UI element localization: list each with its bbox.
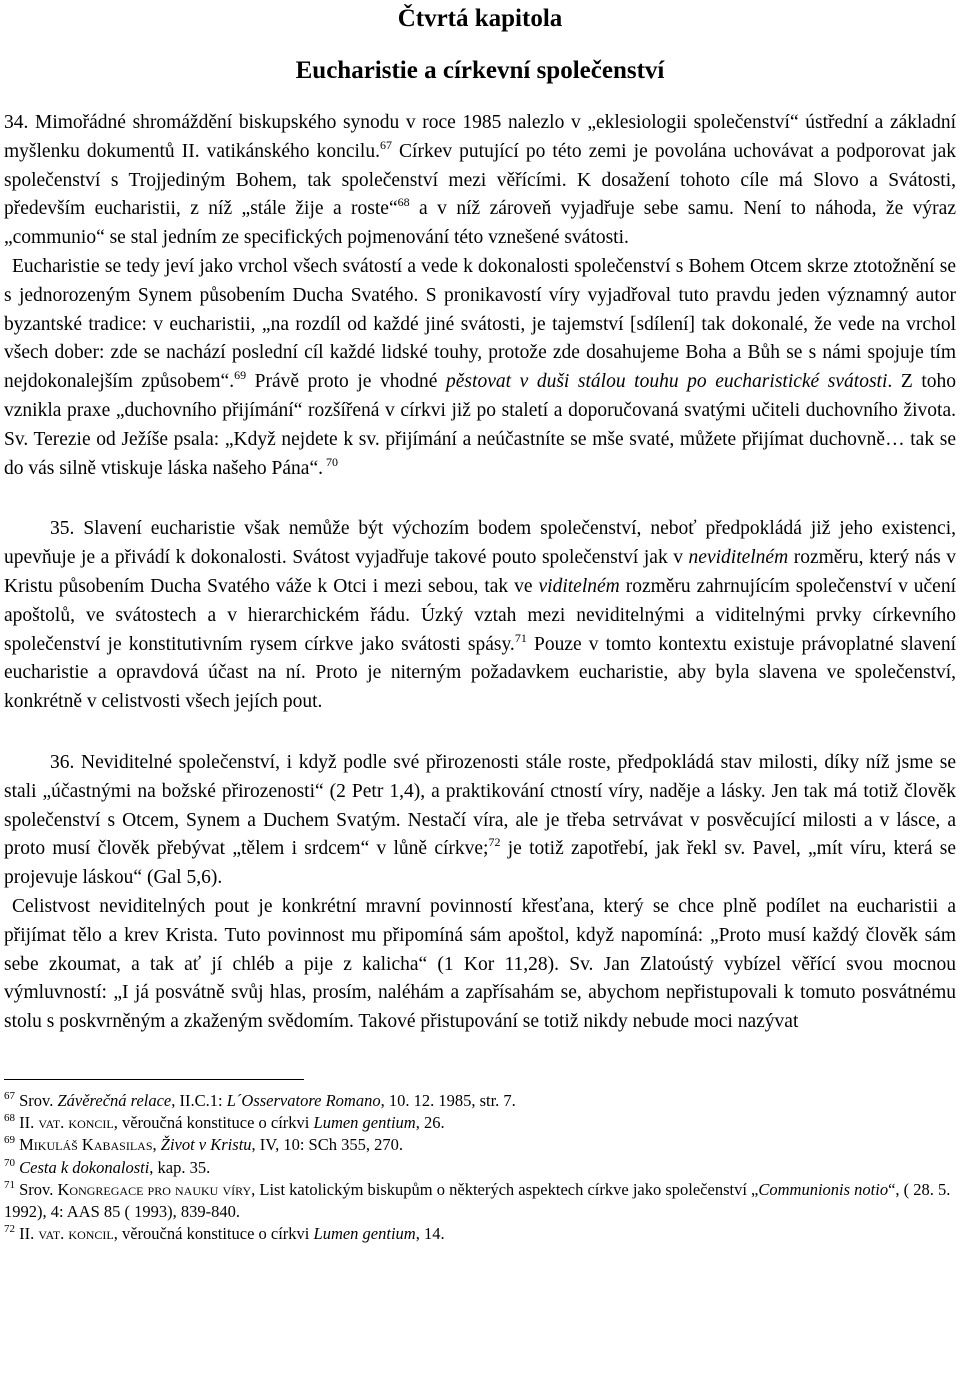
emphasis: Lumen gentium xyxy=(313,1224,416,1244)
footnote-ref-67[interactable]: 67 xyxy=(379,137,392,152)
footnote-number: 72 xyxy=(4,1223,15,1236)
text: , 26. xyxy=(415,1113,445,1133)
author-name: Kongregace pro nauku víry xyxy=(57,1179,252,1199)
text: Srov. xyxy=(15,1179,58,1199)
author-name: Mikuláš Kabasilas xyxy=(15,1135,153,1155)
emphasis: Život v Kristu xyxy=(160,1135,252,1155)
text: Eucharistie se tedy jeví jako vrchol všech svátostí a vede k dokonalosti společenství s Bohem Otcem skrze ztotožnění se s jednorozeným Synem působením Ducha Svatého. S pronikavostí víry vyjadřoval tuto pravdu jeden významný autor byzantské tradice: v eucharistii, „na rozdíl od každé jiné svátosti, je tajemství [sdílení] tak dokonalé, že vede na vrchol všech dober: zde se nachází poslední cíl každé lidské touhy, protože zde dosahujeme Boha a Bůh se s námi spojuje tím nejdokonalejším způsobem“. xyxy=(4,255,956,393)
emphasis: Lumen gentium xyxy=(313,1113,416,1133)
paragraph-35 xyxy=(4,515,956,717)
text: Církev putující po této zemi je povolána uchovávat a podporovat jak společenství s Trojjediným Bohem, tak společenství mezi věřícími. K dosažení tohoto cíle má Slovo a Svátosti, především eucharistii, z níž „stále žije a roste“ xyxy=(4,140,956,220)
footnotes xyxy=(4,1090,956,1245)
footnote-divider xyxy=(4,1079,304,1080)
paragraph-34 xyxy=(4,109,956,253)
text: 35. Slavení eucharistie však nemůže být výchozím bodem společenství, neboť předpokládá již jeho existenci, upevňuje je a přivádí k dokonalosti. Svátost vyjadřuje takové pouto společenství jak v xyxy=(4,518,956,569)
footnote-number: 71 xyxy=(4,1178,15,1191)
emphasis: Cesta k dokonalosti xyxy=(19,1157,150,1177)
text: , kap. 35. xyxy=(149,1157,211,1177)
text: , věroučná konstituce o církvi xyxy=(113,1113,314,1133)
text: 36. Neviditelné společenství, i když podle své přirozenosti stále roste, předpokládá stav milosti, díky níž jsme se stali „účastnými na božské přirozenosti“ (2 Petr 1,4), a praktikování ctností víry, naděje a lásky. Jen tak má totiž člověk společenství s Otcem, Synem a Duchem Svatým. Nestačí víra, ale je třeba setrvávat v posvěcující milosti a v lásce, a proto musí člověk přebývat „tělem i srdcem“ v lůně církve; xyxy=(4,751,956,860)
footnote-number: 70 xyxy=(4,1156,15,1169)
footnote-number: 68 xyxy=(4,1112,15,1125)
emphasis: L´Osservatore Romano xyxy=(226,1090,381,1110)
text: rozměru, který nás v Kristu působením Ducha Svatého váže k Otci i mezi sebou, tak ve xyxy=(4,547,956,597)
emphasis: viditelném xyxy=(538,575,620,597)
text: Pouze v tomto kontextu existuje právoplatné slavení eucharistie a opravdová účast na ní. Proto je niterným požadavkem eucharistie, aby byla slavena ve společenství, konkrétně v celistvosti všech jejích pout. xyxy=(4,633,956,713)
footnote-number: 69 xyxy=(4,1134,15,1147)
text: , věroučná konstituce o církvi xyxy=(113,1224,314,1244)
text: 34. Mimořádné shromáždění biskupského synodu v roce 1985 nalezlo v „eklesiologii společenství“ ústřední a základní myšlenku dokumentů II. vatikánského koncilu. xyxy=(4,112,956,162)
text: je totiž zapotřebí, jak řekl sv. Pavel, „mít víru, která se projevuje láskou“ (Gal 5,6). xyxy=(4,838,956,889)
author-name: II. vat. koncil xyxy=(15,1113,114,1133)
text: , List katolickým biskupům o některých aspektech církve jako společenství „ xyxy=(251,1179,759,1199)
text: , xyxy=(152,1135,161,1155)
footnote-number: 67 xyxy=(4,1089,15,1102)
footnote-70 xyxy=(4,1157,956,1179)
emphasis: Communionis notio xyxy=(758,1179,889,1199)
text: , II.C.1: xyxy=(171,1090,227,1110)
footnote-69 xyxy=(4,1134,956,1156)
footnote-71 xyxy=(4,1179,956,1223)
footnote-ref-72[interactable]: 72 xyxy=(488,835,501,850)
footnote-ref-69[interactable]: 69 xyxy=(234,368,247,383)
text: Právě proto je vhodné xyxy=(246,371,447,393)
text: “, ( 28. 5. 1992), 4: AAS 85 ( 1993), 839-840. xyxy=(4,1179,951,1221)
paragraph-34-continued xyxy=(4,253,956,483)
footnote-ref-68[interactable]: 68 xyxy=(397,195,410,210)
footnote-67 xyxy=(4,1090,956,1112)
emphasis: neviditelném xyxy=(688,547,789,569)
chapter-heading: Čtvrtá kapitola xyxy=(397,5,563,32)
chapter-title: Eucharistie a církevní společenství xyxy=(295,57,665,84)
footnote-ref-70[interactable]: 70 xyxy=(322,454,338,469)
text: a v níž zároveň vyjadřuje sebe samu. Není to náhoda, že výraz „communio“ se stal jedním ze specifických pojmenování této vznešené svátosti. xyxy=(4,198,956,249)
author-name: II. vat. koncil xyxy=(15,1224,114,1244)
text: , 10. 12. 1985, str. 7. xyxy=(380,1090,516,1110)
text: . Z toho vznikla praxe „duchovního přijímání“ rozšířená v církvi již po staletí a doporučovaná svatými učiteli duchovního života. Sv. Terezie od Ježíše psala: „Když nejdete k sv. přijímání a neúčastníte se mše svaté, můžete přijímat duchovně… tak se do vás silně vtiskuje láska našeho Pána“. xyxy=(4,371,956,479)
text: Srov. xyxy=(15,1090,58,1110)
footnote-ref-71[interactable]: 71 xyxy=(514,630,527,645)
paragraph-36-continued xyxy=(4,893,956,1037)
text: Celistvost neviditelných pout je konkrétní mravní povinností křesťana, který se chce plně podílet na eucharistii a přijímat tělo a krev Krista. Tuto povinnost mu připomíná sám apoštol, když napomíná: „Proto musí každý člověk sám sebe zkoumat, a tak ať jí chléb a pije z kalicha“ (1 Kor 11,28). Sv. Jan Zlatoústý vybízel věřící svou mocnou výmluvností: „I já posvátně svůj hlas, prosím, naléhám a zapřísahám se, abychom nepřistupovali k tomuto posvátnému stolu s poskvrněným a zkaženým svědomím. Takové přistupování se totiž nikdy nebude moci nazývat xyxy=(4,895,956,1033)
emphasis: Závěrečná relace xyxy=(57,1090,172,1110)
paragraph-36 xyxy=(4,749,956,893)
footnote-72 xyxy=(4,1223,956,1245)
document-body xyxy=(4,109,956,1037)
emphasis: pěstovat v duši stálou touhu po eucharistické svátosti xyxy=(446,371,888,393)
text: , 14. xyxy=(415,1224,445,1244)
text: , IV, 10: SCh 355, 270. xyxy=(251,1135,403,1155)
text: rozměru zahrnujícím společenství v učení apoštolů, ve svátostech a v hierarchickém řádu. Úzký vztah mezi neviditelnými a viditelnými prvky církevního společenství je konstitutivním rysem církve jako svátosti spásy. xyxy=(4,575,957,655)
footnote-68 xyxy=(4,1112,956,1134)
